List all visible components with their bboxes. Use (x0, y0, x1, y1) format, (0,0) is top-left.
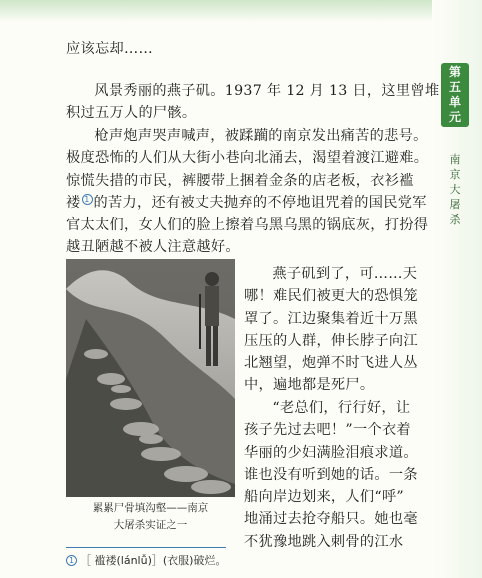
caption-line-2: 大屠杀实证之一 (113, 519, 188, 531)
side-title-char-5: 杀 (449, 213, 461, 226)
side-title-char-3: 大 (449, 183, 461, 196)
unit-tab-char-3: 单 (448, 95, 461, 109)
side2-line-3: 华丽的少妇满脸泪痕求道。 (244, 444, 418, 461)
para2-line-2: 极度恐怖的人们从大街小巷向北涌去，渴望着渡江避难。 (66, 150, 429, 167)
photo-illustration (66, 259, 235, 497)
unit-tab[interactable] (441, 63, 469, 127)
side1-line-5: 北翘望，炮弹不时飞进人丛 (244, 355, 418, 372)
para1-line-1: 风景秀丽的燕子矶。1937 年 12 月 13 日，这里曾堆 (94, 83, 440, 99)
side1-line-3: 罩了。江边聚集着近十万黑 (244, 310, 418, 327)
para2-line-1: 枪声炮声哭声喊声，被蹂躏的南京发出痛苦的悲号。 (94, 128, 428, 144)
side1-line-4: 压压的人群，伸长脖子向江 (244, 332, 418, 349)
side-paragraph-1 (244, 263, 426, 397)
side2-line-4: 谁也没有听到她的话。一条 (244, 466, 418, 483)
side2-line-1: “老总们，行行好，让 (272, 400, 411, 416)
side2-line-5: 船向岸边划来，人们“呼” (244, 489, 404, 506)
footnote-ref-marker[interactable]: 1 (82, 194, 93, 205)
para2-line-4-rest: 的苦力，还有被丈夫抛弃的不停地诅咒着的国民党军 (93, 194, 427, 211)
side1-line-6: 中，遍地都是死尸。 (244, 377, 375, 394)
paragraph-2 (66, 125, 429, 259)
side-title-char-1: 南 (449, 153, 461, 166)
massacre-photo (66, 259, 235, 497)
side2-line-2: 孩子先过去吧！”一个衣着 (244, 422, 411, 439)
photo-caption (66, 500, 235, 534)
para2-line-4-start: 褛 (66, 194, 81, 211)
side1-line-2: 哪！难民们被更大的恐惧笼 (244, 288, 418, 305)
unit-tab-char-1: 第 (448, 65, 461, 79)
side2-line-7: 不犹豫地跳入刺骨的江水 (244, 533, 404, 550)
paragraph-1 (66, 80, 440, 125)
unit-tab-char-2: 五 (448, 80, 461, 94)
side2-line-6: 地涌过去抢夺船只。她也毫 (244, 511, 418, 528)
para2-line-4 (66, 192, 426, 214)
para2-line-6: 越丑陋越不被人注意越好。 (66, 239, 240, 256)
footnote-rule (66, 547, 226, 548)
opening-line (66, 38, 426, 60)
para2-line-5: 官太太们，女人们的脸上擦着乌黑乌黑的锅底灰，打扮得 (66, 217, 429, 234)
lesson-side-title (448, 152, 462, 227)
footnote-number: 1 (66, 555, 77, 566)
footnote (66, 553, 226, 569)
side-paragraph-2 (244, 397, 426, 553)
para2-line-3: 惊慌失措的市民，裤腰带上捆着金条的店老板，衣衫褴 (66, 172, 414, 189)
page-top-band (0, 0, 482, 22)
side-title-char-4: 屠 (449, 198, 461, 211)
unit-tab-char-4: 元 (448, 110, 461, 124)
opening-text: 应该忘却…… (66, 41, 153, 57)
para1-line-2: 积过五万人的尸骸。 (66, 105, 197, 122)
footnote-text: ［ 褴褛(lánlǚ)］(衣服)破烂。 (80, 554, 227, 567)
side1-line-1: 燕子矶到了，可……天 (272, 266, 418, 282)
caption-line-1: 累累尸骨填沟壑——南京 (92, 502, 209, 514)
side-title-char-2: 京 (449, 168, 461, 181)
